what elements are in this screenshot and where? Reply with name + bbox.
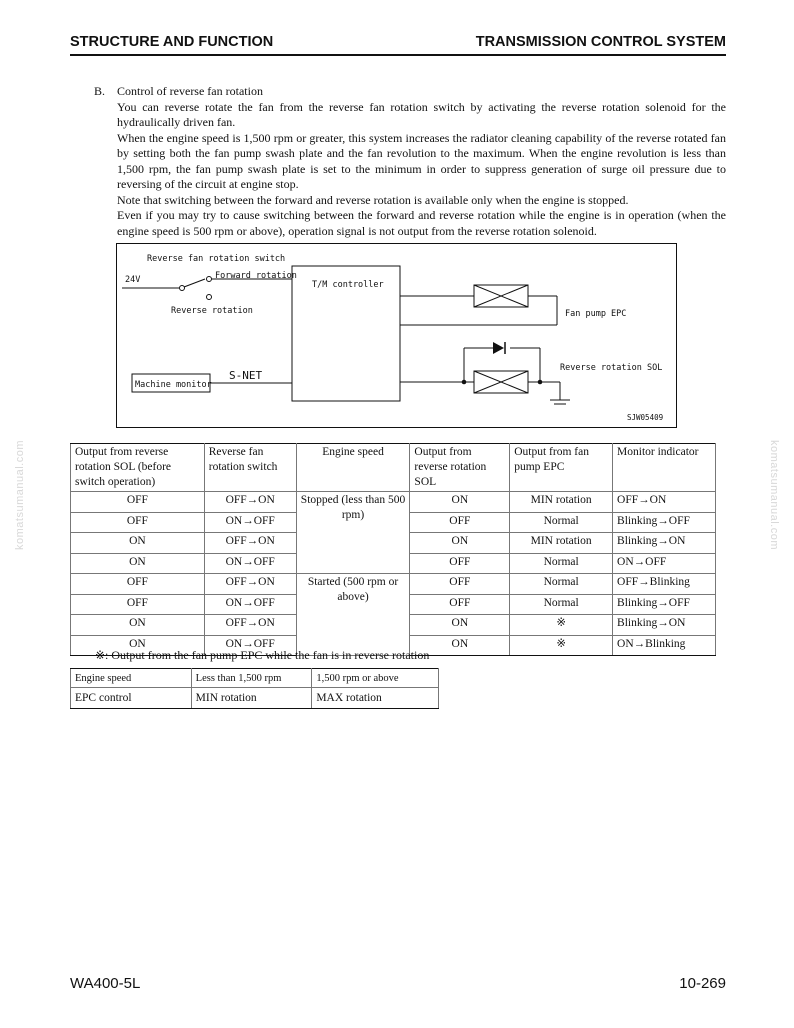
cell-switch: OFF→ON [204,615,296,636]
switch-blade [184,279,205,287]
header-section-title: STRUCTURE AND FUNCTION [70,34,274,50]
diode-icon [493,342,504,354]
section-body [117,100,726,240]
column-header: Output from fan pump EPC [510,444,613,492]
paragraph: Note that switching between the forward and reverse rotation is available only when the engine is stopped. [117,192,629,207]
cell-before: OFF [71,492,205,513]
cell-before: OFF [71,594,205,615]
column-header: Output from reverse rotation SOL [410,444,510,492]
cell-label: EPC control [71,688,192,709]
cell-sol: ON [410,492,510,513]
cell-label: Engine speed [71,669,192,688]
cell-sol: ON [410,635,510,656]
column-header: Monitor indicator [613,444,716,492]
cell-sol: ON [410,615,510,636]
watermark-right: komatsumanual.com [768,440,780,550]
cell-before: ON [71,615,205,636]
section-marker: B. [94,84,106,98]
footer-page-number: 10-269 [679,975,726,992]
cell-monitor: Blinking→ON [613,615,716,636]
switch-title: Reverse fan rotation switch [147,254,286,264]
section-title: Control of reverse fan rotation [117,84,263,98]
cell-value: Less than 1,500 rpm [191,669,312,688]
table-row [71,688,439,709]
forward-contact [207,277,212,282]
table-row [71,669,439,688]
reverse-rotation-table [70,443,716,656]
cell-value: 1,500 rpm or above [312,669,439,688]
cell-epc: Normal [510,574,613,595]
column-header: Output from reverse rotation SOL (before switch operation) [71,444,205,492]
table-row [71,492,716,513]
cell-monitor: ON→OFF [613,553,716,574]
footer-model: WA400-5L [70,975,141,992]
column-header: Reverse fan rotation switch [204,444,296,492]
cell-sol: OFF [410,594,510,615]
cell-epc: Normal [510,512,613,533]
cell-monitor: OFF→ON [613,492,716,513]
watermark-left: komatsumanual.com [14,440,26,550]
cell-monitor: Blinking→OFF [613,594,716,615]
cell-switch: ON→OFF [204,594,296,615]
switch-pivot [180,286,185,291]
cell-sol: OFF [410,574,510,595]
cell-before: OFF [71,512,205,533]
column-header: Engine speed [296,444,410,492]
cell-epc: Normal [510,553,613,574]
cell-switch: ON→OFF [204,635,296,656]
epc-label: Fan pump EPC [565,309,627,319]
figure-code: SJW05409 [627,413,664,422]
cell-epc: ※ [510,635,613,656]
page-header [70,34,726,56]
cell-sol: ON [410,533,510,554]
reverse-label: Reverse rotation [171,306,253,316]
cell-value: MIN rotation [191,688,312,709]
forward-label: Forward rotation [215,271,297,281]
cell-switch: ON→OFF [204,512,296,533]
cell-sol: OFF [410,553,510,574]
cell-epc: MIN rotation [510,533,613,554]
sol-label: Reverse rotation SOL [560,363,663,373]
snet-label: S-NET [229,369,263,382]
epc-footnote: ※: Output from the fan pump EPC while the fan is in reverse rotation [95,648,430,662]
cell-value: MAX rotation [312,688,439,709]
monitor-label: Machine monitor [135,380,212,390]
paragraph: You can reverse rotate the fan from the reverse fan rotation switch by activating the reverse rotation solenoid for the hydraulically driven fan. [117,99,726,129]
cell-engine-speed: Stopped (less than 500 rpm) [296,492,410,574]
cell-monitor: Blinking→ON [613,533,716,554]
cell-switch: OFF→ON [204,492,296,513]
cell-monitor: ON→Blinking [613,635,716,656]
cell-monitor: Blinking→OFF [613,512,716,533]
cell-engine-speed: Started (500 rpm or above) [296,574,410,656]
cell-before: ON [71,553,205,574]
cell-epc: ※ [510,615,613,636]
cell-monitor: OFF→Blinking [613,574,716,595]
paragraph: When the engine speed is 1,500 rpm or greater, this system increases the radiator cleaning capability of the reverse rotated fan by setting both the fan pump swash plate and the fan revolution to the maximum. When the engine revolution is less than 1,500 rpm, the fan pump swash plate is set to the minimum in order to suppress generation of surge oil pressure due to reversing of the circuit at engine stop. [117,130,726,191]
reverse-contact [207,295,212,300]
cell-epc: MIN rotation [510,492,613,513]
circuit-svg [117,244,676,427]
table-header-row [71,444,716,492]
cell-before: OFF [71,574,205,595]
cell-sol: OFF [410,512,510,533]
cell-epc: Normal [510,594,613,615]
circuit-diagram [116,243,677,428]
cell-switch: ON→OFF [204,553,296,574]
voltage-label: 24V [125,275,141,285]
epc-control-table [70,668,439,709]
paragraph: Even if you may try to cause switching between the forward and reverse rotation while the engine is in operation (when the engine speed is 500 rpm or above), operation signal is not output from the reverse rotation solenoid. [117,208,726,238]
header-system-title: TRANSMISSION CONTROL SYSTEM [475,34,726,50]
cell-before: ON [71,533,205,554]
table-row [71,574,716,595]
cell-switch: OFF→ON [204,574,296,595]
controller-label: T/M controller [312,280,384,290]
cell-switch: OFF→ON [204,533,296,554]
cell-before: ON [71,635,205,656]
